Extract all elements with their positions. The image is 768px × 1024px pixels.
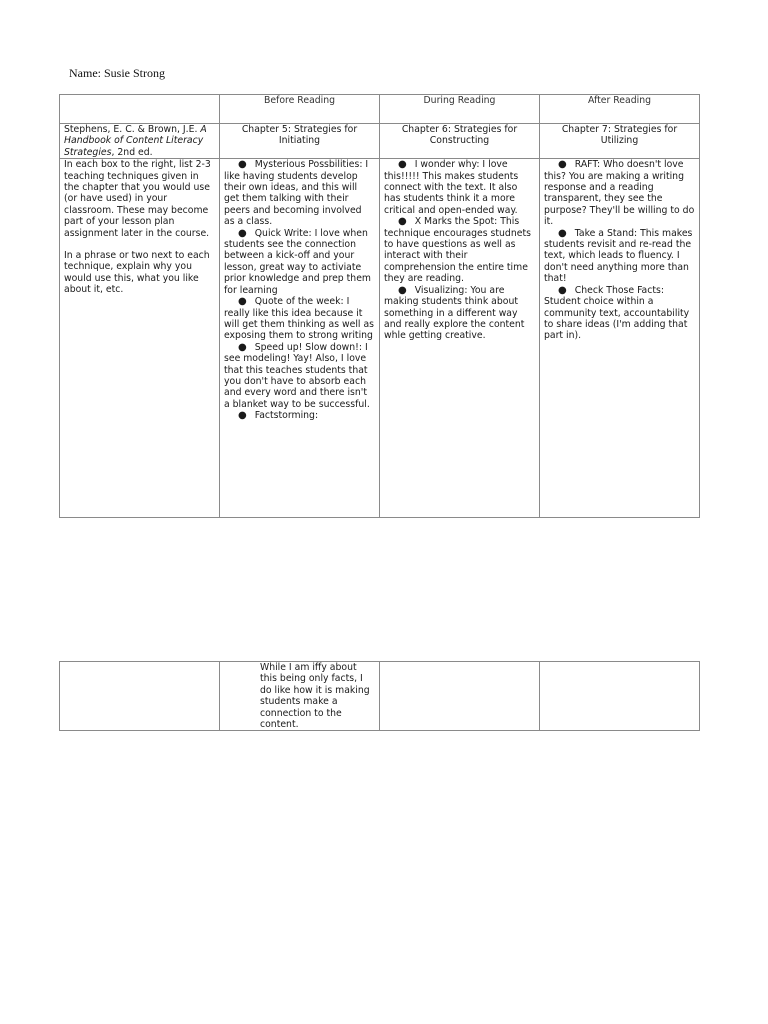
list-item: ● RAFT: Who doesn't love this? You are making a writing response and a reading transparent, they see the purpose? They'll be willing to do it. — [544, 159, 695, 228]
bullet-icon: ● — [558, 284, 567, 296]
list-item: ● Factstorming: — [238, 410, 319, 422]
list-item: ● X Marks the Spot: This technique encourages studnets to have questions as well as interact with their comprehension the entire time they are reading. — [384, 216, 531, 285]
bullet-icon: ● — [398, 216, 407, 228]
list-item: ● Mysterious Possbilities: I like having students develop their own ideas, and this will get them talking with their peers and becoming involved as a class. — [224, 159, 369, 228]
list-item: ● Speed up! Slow down!: I see modeling! Yay! Also, I love that this teaches students that you don't have to absorb each and every word and there isn't a blanket way to be successful. — [224, 341, 370, 410]
list-item: ● Quote of the week: I really like this idea because it will get them thinking as well as exposing them to strong writing — [224, 296, 375, 342]
empty-cell — [540, 662, 700, 731]
header-after-reading: After Reading — [540, 95, 700, 124]
instruction-text: In each box to the right, list 2-3 teaching techniques given in the chapter that you would use (or have used) in your classroom. These may become part of your lesson plan assignment later in the course. — [64, 159, 211, 239]
chapter-row — [60, 124, 700, 159]
continuation-table — [59, 661, 700, 731]
citation-cell — [60, 124, 220, 159]
continuation-row — [60, 662, 700, 731]
header-blank — [60, 95, 220, 124]
header-row — [60, 95, 700, 124]
chapter-6: Chapter 6: Strategies for Constructing — [380, 124, 540, 159]
techniques-row — [60, 159, 700, 518]
list-item: ● Take a Stand: This makes students revisit and re-read the text, which leads to fluency. I don't need anything more than that! — [544, 227, 693, 285]
strategies-table — [59, 94, 700, 518]
instruction-text: In a phrase or two next to each technique, explain why you would use this, what you like about it, etc. — [64, 250, 210, 296]
citation-authors: Stephens, E. C. & Brown, J.E. — [64, 124, 198, 135]
list-item: ● Quick Write: I love when students see the connection between a kick-off and your lesson, great way to activiate prior knowledge and prep them for learning — [224, 227, 371, 296]
empty-cell — [60, 662, 220, 731]
empty-cell — [380, 662, 540, 731]
bullet-icon: ● — [398, 159, 407, 171]
continuation-text: While I am iffy about this being only facts, I do like how it is making students make a connection to the content. — [220, 662, 380, 731]
header-during-reading: During Reading — [380, 95, 540, 124]
bullet-icon: ● — [398, 284, 407, 296]
bullet-icon: ● — [238, 227, 247, 239]
before-reading-cell — [220, 159, 380, 518]
bullet-icon: ● — [238, 341, 247, 353]
bullet-icon: ● — [238, 410, 247, 422]
after-reading-cell — [540, 159, 700, 518]
chapter-7: Chapter 7: Strategies for Utilizing — [540, 124, 700, 159]
list-item: ● I wonder why: I love this!!!!! This makes students connect with the text. It also has students think it a more critical and open-ended way. — [384, 159, 519, 216]
student-name: Name: Susie Strong — [69, 66, 165, 80]
header-before-reading: Before Reading — [220, 95, 380, 124]
list-item: ● Visualizing: You are making students think about something in a different way and really explore the content whle getting creative. — [384, 284, 525, 342]
list-item: ● Check Those Facts: Student choice within a community text, accountability to share ideas (I'm adding that part in). — [544, 284, 690, 342]
citation-edition: , 2nd ed. — [111, 146, 153, 158]
bullet-icon: ● — [558, 159, 567, 171]
during-reading-cell — [380, 159, 540, 518]
bullet-icon: ● — [238, 296, 247, 308]
citation-title: A Handbook of Content Literacy Strategies — [64, 124, 207, 158]
chapter-5: Chapter 5: Strategies for Initiating — [220, 124, 380, 159]
instructions-cell — [60, 159, 220, 518]
bullet-icon: ● — [558, 227, 567, 239]
bullet-icon: ● — [238, 159, 247, 171]
